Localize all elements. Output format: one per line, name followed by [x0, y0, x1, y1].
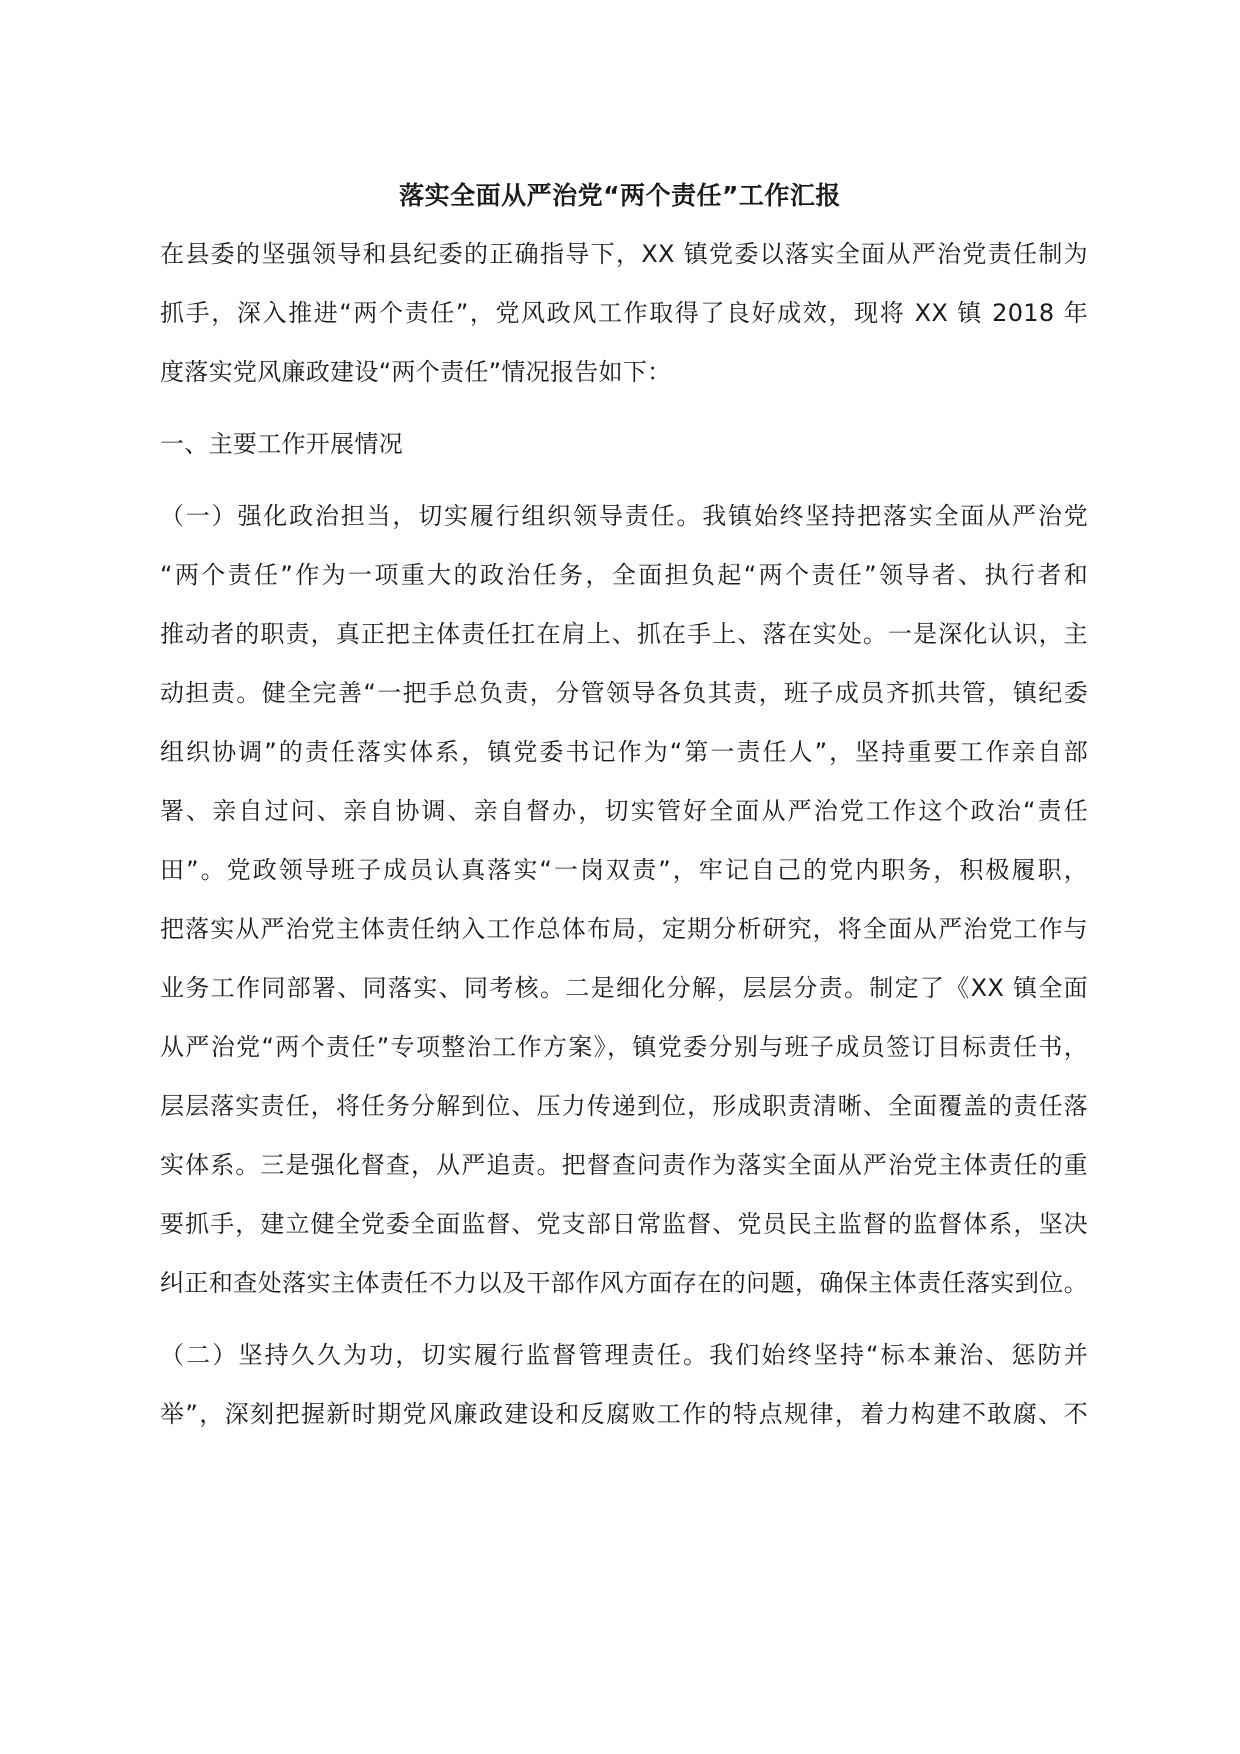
paragraph-line: 业务工作同部署、同落实、同考核。二是细化分解，层层分责。制定了《XX 镇全面 — [160, 974, 1088, 1002]
document-title: 落实全面从严治党“两个责任”工作汇报 — [399, 181, 841, 210]
paragraph-line: 在县委的坚强领导和县纪委的正确指导下，XX 镇党委以落实全面从严治党责任制为 — [160, 240, 1088, 268]
paragraph-line: 抓手，深入推进“两个责任”，党风政风工作取得了良好成效，现将 XX 镇 2018 年 — [160, 299, 1088, 327]
paragraph-line: “两个责任”作为一项重大的政治任务，全面担负起“两个责任”领导者、执行者和 — [160, 561, 1088, 589]
paragraph-line: 动担责。健全完善“一把手总负责，分管领导各负其责，班子成员齐抓共管，镇纪委 — [160, 679, 1088, 707]
paragraph-line: 推动者的职责，真正把主体责任扛在肩上、抓在手上、落在实处。一是深化认识，主 — [160, 620, 1088, 648]
paragraph-line: 田”。党政领导班子成员认真落实“一岗双责”，牢记自己的党内职务，积极履职， — [160, 856, 1088, 884]
paragraph-line: 举”，深刻把握新时期党风廉政建设和反腐败工作的特点规律，着力构建不敢腐、不 — [160, 1400, 1088, 1428]
paragraph-line: 实体系。三是强化督查，从严追责。把督查问责作为落实全面从严治党主体责任的重 — [160, 1151, 1088, 1179]
paragraph-line: 层层落实责任，将任务分解到位、压力传递到位，形成职责清晰、全面覆盖的责任落 — [160, 1092, 1088, 1120]
paragraph-line: （一）强化政治担当，切实履行组织领导责任。我镇始终坚持把落实全面从严治党 — [160, 502, 1088, 530]
paragraph-line: 把落实从严治党主体责任纳入工作总体布局，定期分析研究，将全面从严治党工作与 — [160, 915, 1088, 943]
paragraph-line: 从严治党“两个责任”专项整治工作方案》，镇党委分别与班子成员签订目标责任书， — [160, 1033, 1088, 1061]
paragraph-line: 度落实党风廉政建设“两个责任”情况报告如下： — [160, 358, 672, 386]
paragraph-line: 纠正和查处落实主体责任不力以及干部作风方面存在的问题，确保主体责任落实到位。 — [160, 1269, 1088, 1297]
paragraph-line: 署、亲自过问、亲自协调、亲自督办，切实管好全面从严治党工作这个政治“责任 — [160, 797, 1088, 825]
section-heading: 一、主要工作开展情况 — [160, 430, 403, 458]
paragraph-line: 要抓手，建立健全党委全面监督、党支部日常监督、党员民主监督的监督体系，坚决 — [160, 1210, 1088, 1238]
paragraph-line: （二）坚持久久为功，切实履行监督管理责任。我们始终坚持“标本兼治、惩防并 — [160, 1341, 1088, 1369]
paragraph-line: 组织协调”的责任落实体系，镇党委书记作为“第一责任人”，坚持重要工作亲自部 — [160, 738, 1088, 766]
